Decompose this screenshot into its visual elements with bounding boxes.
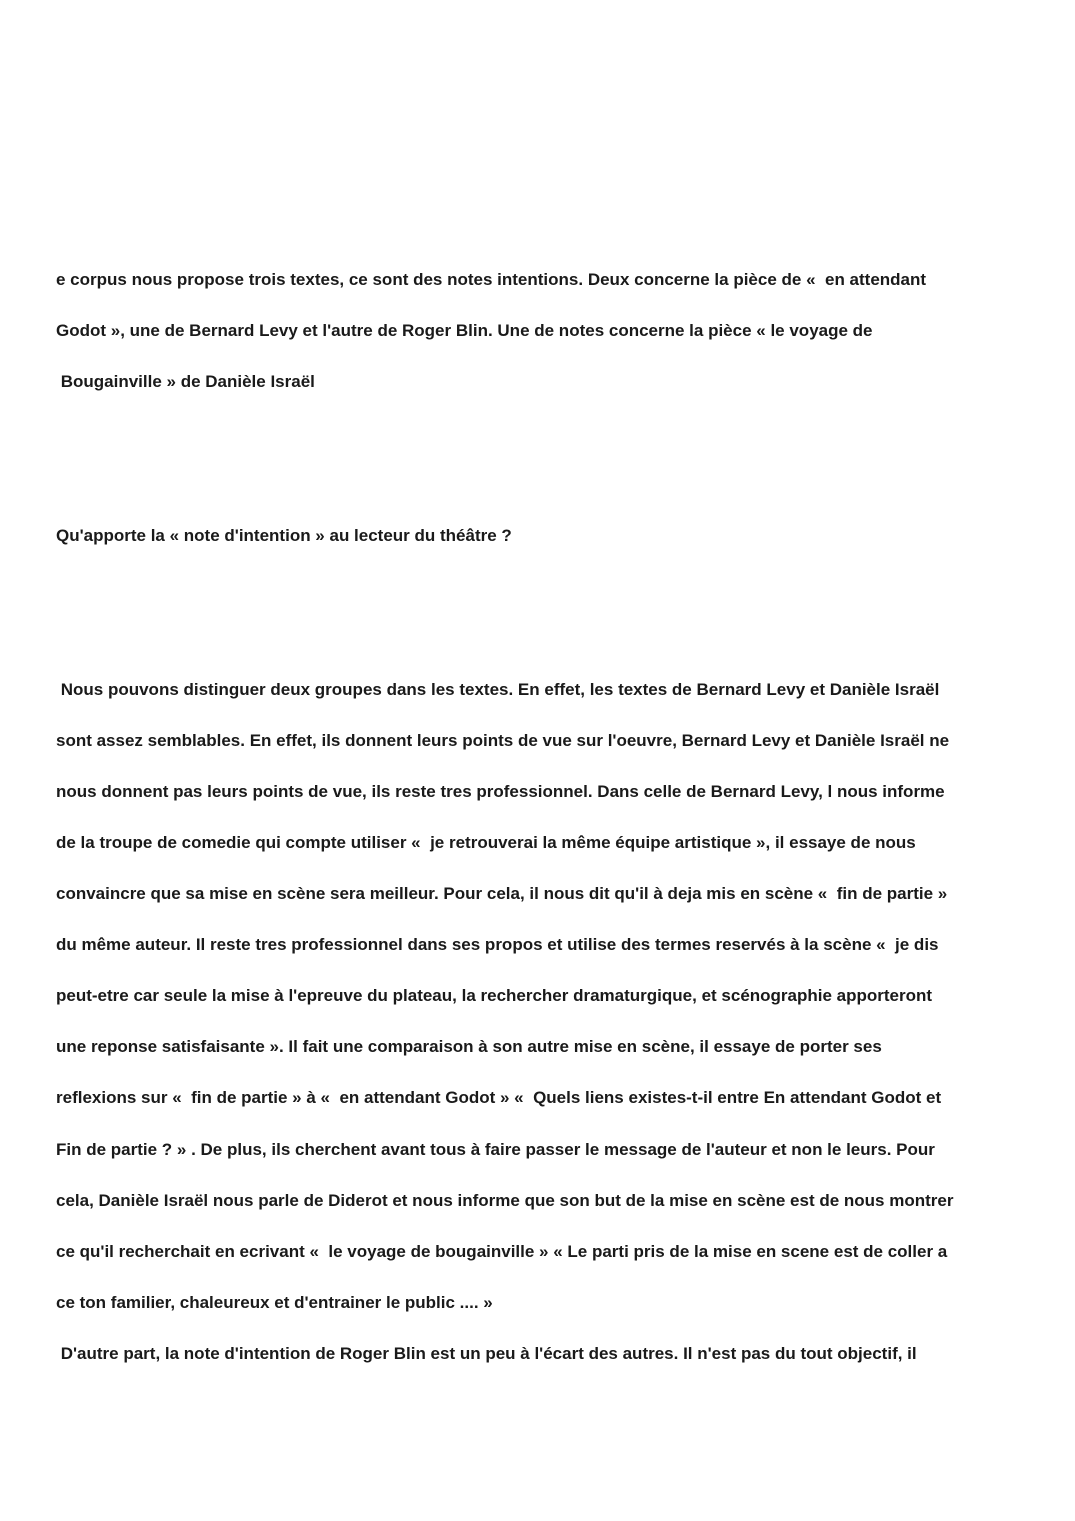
body-line: ce qu'il recherchait en ecrivant « le voyage de bougainville » « Le parti pris de la mise en scene est de coller a bbox=[56, 1242, 948, 1261]
body-line: Nous pouvons distinguer deux groupes dans les textes. En effet, les textes de Bernard Levy et Danièle Israël bbox=[56, 680, 940, 699]
body-line: convaincre que sa mise en scène sera meilleur. Pour cela, il nous dit qu'il à deja mis en scène « fin de partie » bbox=[56, 884, 948, 903]
body-line: nous donnent pas leurs points de vue, ils reste tres professionnel. Dans celle de Bernard Levy, l nous informe bbox=[56, 782, 945, 801]
intro-line: e corpus nous propose trois textes, ce sont des notes intentions. Deux concerne la pièce de « en attendant bbox=[56, 270, 927, 289]
body-line: D'autre part, la note d'intention de Roger Blin est un peu à l'écart des autres. Il n'est pas du tout objectif, il bbox=[56, 1344, 917, 1363]
body-line: sont assez semblables. En effet, ils donnent leurs points de vue sur l'oeuvre, Bernard Levy et Danièle Israël ne bbox=[56, 731, 950, 750]
body-line: une reponse satisfaisante ». Il fait une comparaison à son autre mise en scène, il essaye de porter ses bbox=[56, 1037, 882, 1056]
body-line: ce ton familier, chaleureux et d'entrainer le public .... » bbox=[56, 1293, 493, 1312]
intro-line: Bougainville » de Danièle Israël bbox=[56, 372, 315, 391]
question-heading: Qu'apporte la « note d'intention » au lecteur du théâtre ? bbox=[56, 526, 512, 545]
body-line: du même auteur. Il reste tres professionnel dans ses propos et utilise des termes reservés à la scène « je dis bbox=[56, 935, 939, 954]
body-line: de la troupe de comedie qui compte utiliser « je retrouverai la même équipe artistique », il essaye de nous bbox=[56, 833, 916, 852]
body-line: Fin de partie ? » . De plus, ils cherchent avant tous à faire passer le message de l'auteur et non le leurs. Pour bbox=[56, 1140, 935, 1159]
body-line: cela, Danièle Israël nous parle de Diderot et nous informe que son but de la mise en scène est de nous montrer bbox=[56, 1191, 954, 1210]
body-line: reflexions sur « fin de partie » à « en attendant Godot » « Quels liens existes-t-il entre En attendant Godot et bbox=[56, 1088, 942, 1107]
intro-line: Godot », une de Bernard Levy et l'autre de Roger Blin. Une de notes concerne la pièce « le voyage de bbox=[56, 321, 873, 340]
body-line: peut-etre car seule la mise à l'epreuve du plateau, la rechercher dramaturgique, et scénographie apporteront bbox=[56, 986, 933, 1005]
